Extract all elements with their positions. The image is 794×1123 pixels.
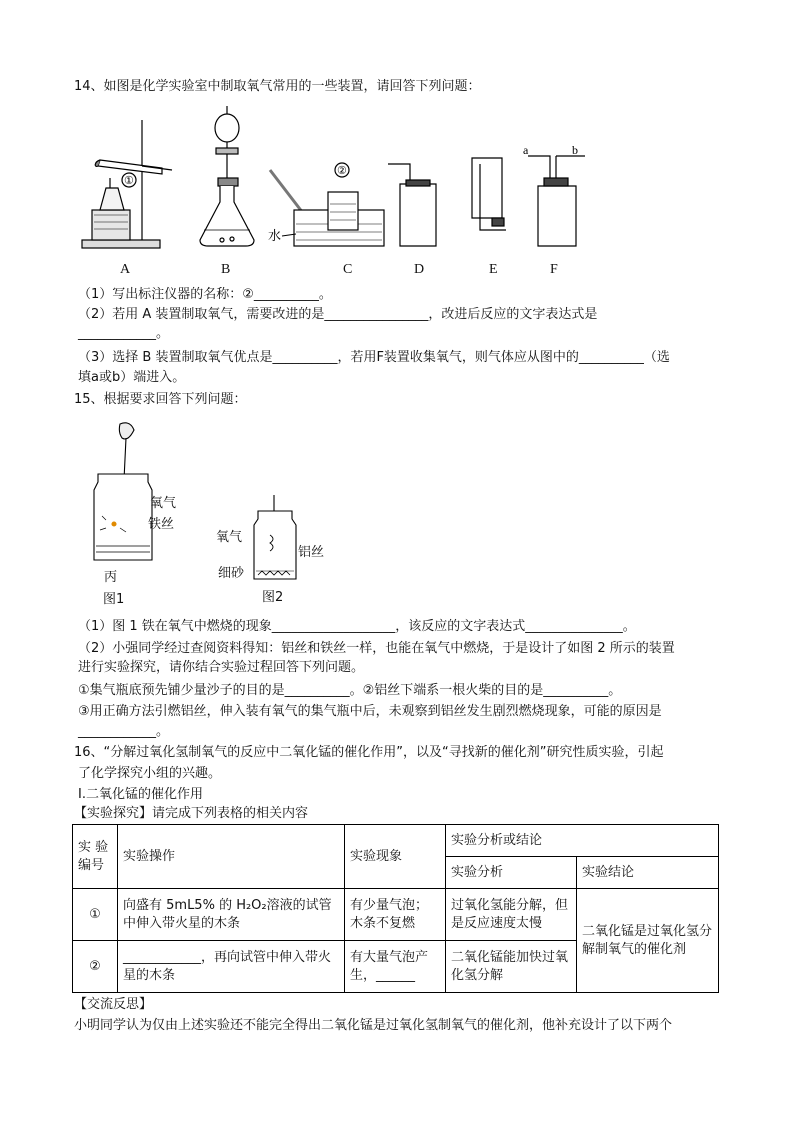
q15-figure2 [248, 495, 318, 585]
shared-conclusion: 二氧化锰是过氧化氢分解制氧气的催化剂 [577, 889, 719, 993]
row1-analysis: 过氧化氢能分解，但是反应速度太慢 [446, 889, 577, 941]
q16-stem-b: 了化学探究小组的兴趣。 [78, 766, 222, 781]
fig2-oxygen-label: 氧气 [216, 530, 243, 545]
row2-operation: ____________，再向试管中伸入带火星的木条 [118, 941, 345, 993]
header-phenomenon: 实验现象 [345, 825, 446, 889]
fig1-iron-label: 铁丝 [148, 517, 175, 532]
fig1-oxygen-label: 氧气 [150, 496, 177, 511]
header-conclusion: 实验结论 [577, 857, 719, 889]
fig2-aluminum-label: 铝丝 [298, 545, 325, 560]
q14-part2b: ____________。 [78, 326, 170, 341]
q15-part3: ①集气瓶底预先铺少量沙子的目的是__________。②铝丝下端系一根火柴的目的是__________。 [78, 683, 622, 698]
q14-part1: （1）写出标注仪器的名称：②__________。 [78, 287, 332, 302]
marker-2: ② [337, 165, 347, 177]
marker-1: ① [124, 175, 134, 187]
port-b-label: b [572, 143, 578, 157]
q15-part4a: ③用正确方法引燃铝丝，伸入装有氧气的集气瓶中后，未观察到铝丝发生剧烈燃烧现象，可能的原因是 [78, 704, 662, 719]
header-analysis: 实验分析 [446, 857, 577, 889]
row2-phenomenon: 有大量气泡产生，______ [345, 941, 446, 993]
row1-number: ① [73, 889, 118, 941]
q15-part2a: （2）小强同学经过查阅资料得知：铝丝和铁丝一样，也能在氧气中燃烧，于是设计了如图 2 所示的装置 [78, 641, 675, 656]
experiment-table [72, 824, 719, 993]
q15-part2b: 进行实验探究，请你结合实验过程回答下列问题。 [78, 660, 365, 675]
label-e: E [489, 262, 498, 277]
q14-part3b: 填a或b）端进入。 [78, 370, 186, 385]
fig1-caption: 图1 [103, 592, 125, 607]
apparatus-e [472, 158, 506, 230]
q14-stem: 14、如图是化学实验室中制取氧气常用的一些装置，请回答下列问题： [74, 79, 481, 94]
fig2-caption: 图2 [262, 590, 284, 605]
q16-reflect-text: 小明同学认为仅由上述实验还不能完全得出二氧化锰是过氧化氢制氧气的催化剂，他补充设计了以下两个 [74, 1018, 673, 1033]
label-d: D [414, 262, 425, 277]
q16-explore: 【实验探究】请完成下列表格的相关内容 [74, 806, 309, 821]
label-f: F [550, 262, 558, 277]
label-b: B [221, 262, 231, 277]
header-analysis-group: 实验分析或结论 [446, 825, 719, 857]
q14-part3a: （3）选择 B 装置制取氧气优点是__________，若用F装置收集氧气，则气体应从图中的__________（选 [78, 350, 670, 365]
header-number: 实 验编号 [73, 825, 118, 889]
fig2-sand-label: 细砂 [218, 566, 245, 581]
fig1-bing-label: 丙 [104, 570, 118, 585]
row1-phenomenon: 有少量气泡；木条不复燃 [345, 889, 446, 941]
port-a-label: a [523, 143, 529, 157]
q15-stem: 15、根据要求回答下列问题： [74, 392, 247, 407]
water-label: 水 [268, 229, 282, 244]
apparatus-d [388, 164, 436, 246]
q14-part2a: （2）若用 A 装置制取氧气，需要改进的是________________，改进后反应的文字表达式是 [78, 307, 598, 322]
q16-stem-a: 16、“分解过氧化氢制氧气的反应中二氧化锰的催化作用”，以及“寻找新的催化剂”研究性质实验，引起 [74, 745, 664, 760]
q16-section: Ⅰ.二氧化锰的催化作用 [78, 787, 203, 802]
table-row [73, 889, 719, 941]
row2-number: ② [73, 941, 118, 993]
q15-figure1 [90, 420, 190, 570]
apparatus-c [270, 163, 384, 246]
row1-operation: 向盛有 5mL5% 的 H₂O₂溶液的试管中伸入带火星的木条 [118, 889, 345, 941]
apparatus-b [200, 106, 254, 246]
header-operation: 实验操作 [118, 825, 345, 889]
q16-reflect-heading: 【交流反思】 [74, 997, 153, 1012]
label-a: A [120, 262, 131, 277]
label-c: C [343, 262, 353, 277]
row2-analysis: 二氧化锰能加快过氧化氢分解 [446, 941, 577, 993]
apparatus-f [528, 156, 585, 246]
q15-part1: （1）图 1 铁在氧气中燃烧的现象___________________，该反应的文字表达式_______________。 [78, 619, 636, 634]
q14-apparatus-figure [80, 100, 600, 260]
q15-part4b: ____________。 [78, 724, 170, 739]
